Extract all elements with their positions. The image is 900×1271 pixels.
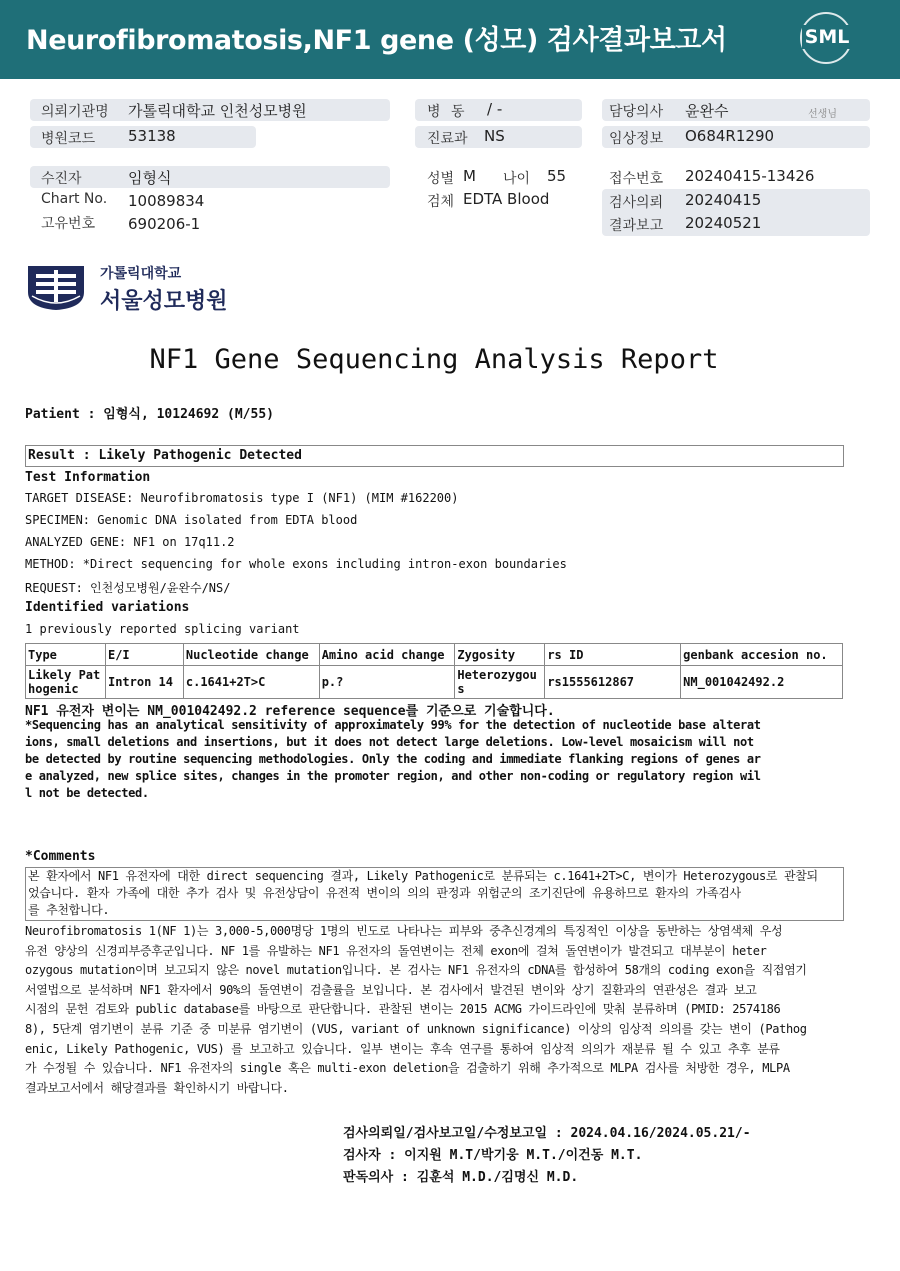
table-cell: Intron 14 [105,666,183,699]
method-line: METHOD: *Direct sequencing for whole exons including intron-exon boundaries [25,557,567,571]
request-line: REQUEST: 인천성모병원/윤완수/NS/ [25,581,231,595]
request-date-label: 검사의뢰 [609,195,664,211]
table-header-cell: Zygosity [455,644,545,666]
table-header-cell: E/I [105,644,183,666]
table-header-cell: Nucleotide change [183,644,319,666]
report-header-bar [0,0,900,79]
specimen-value: EDTA Blood [463,190,550,208]
result-date-label: 결과보고 [609,218,664,234]
catholic-university-emblem [24,262,88,312]
table-header-cell: Type [26,644,106,666]
ward-value: / - [487,100,503,118]
table-cell: NM_001042492.2 [681,666,843,699]
receipt-value: 20240415-13426 [685,167,815,185]
age-value: 55 [547,167,567,185]
analyzed-gene: ANALYZED GENE: NF1 on 17q11.2 [25,535,235,549]
report-title: NF1 Gene Sequencing Analysis Report [149,344,719,375]
dept-value: NS [484,127,505,145]
age-label: 나이 [503,171,531,187]
table-cell: Likely Pat hogenic [26,666,106,699]
chart-label: Chart No. [41,191,108,207]
patient-line: Patient : 임형식, 10124692 (M/55) [25,407,274,422]
comments-heading: *Comments [25,849,96,864]
patient-value: 임형식 [128,169,172,187]
institution-label: 의뢰기관명 [41,104,109,120]
clinical-label: 임상정보 [609,131,664,147]
variant-summary: 1 previously reported splicing variant [25,622,300,636]
table-cell: rs1555612867 [545,666,681,699]
receipt-label: 접수번호 [609,171,664,187]
result-date-value: 20240521 [685,214,762,232]
identified-heading: Identified variations [25,600,190,615]
request-date-value: 20240415 [685,191,762,209]
chart-value: 10089834 [128,192,205,210]
hospital-code-label: 병원코드 [41,131,96,147]
specimen-label: 검체 [427,194,455,210]
table-row [26,666,843,699]
doctor-suffix: 선생님 [808,109,837,120]
method-note: *Sequencing has an analytical sensitivity of approximately 99% for the detection of nucleotide base alterat ions, small deletions and insertions, but it does not detect large deletions. Low-level mosaicism will not be detected by routine sequencing methodologies. Only the coding and immediate flanking regions of genes ar e analyzed, new splice sites, changes in the promoter region, and other non-coding or regulatory region wil l not be detected. [25,718,761,800]
table-cell: Heterozygou s [455,666,545,699]
dept-label: 진료과 [427,131,468,147]
sml-logo-text: SML [802,25,852,49]
sex-label: 성별 [427,171,455,187]
clinical-value: O684R1290 [685,127,775,145]
sex-value: M [463,167,476,185]
doctor-value: 윤완수 [685,102,729,120]
ward-label: 병 동 [427,104,465,120]
comment-box-text: 본 환자에서 NF1 유전자에 대한 direct sequencing 결과, Likely Pathogenic로 분류되는 c.1641+2T>C, 변이가 Heterozygous로 관찰되 었습니다. 환자 가족에 대한 추가 검사 및 유전상담이 유전적 변이의 의의 판정과 위험군의 조기진단에 유용하므로 환자의 가족검사 를 추천합니다. [28,869,818,917]
comment-body: Neurofibromatosis 1(NF 1)는 3,000-5,000명당 1명의 빈도로 나타나는 피부와 중추신경계의 특징적인 이상을 동반하는 상염색체 우성 유전 양상의 신경피부증후군입니다. NF 1를 유발하는 NF1 유전자의 돌연변이는 전체 exon에 걸쳐 돌연변이가 발견되고 대부분이 heter ozygous mutation이며 보고되지 않은 novel mutation입니다. 본 검사는 NF1 유전자의 cDNA를 합성하여 58개의 coding exon을 직접염기 서열법으로 분석하며 NF1 환자에서 90%의 돌연변이 검출률을 보입니다. 본 검사에서 발견된 변이와 상기 질환과의 연관성은 결과 보고 시점의 문헌 검토와 public database를 바탕으로 판단합니다. 관찰된 변이는 2015 ACMG 가이드라인에 맞춰 분류하며 (PMID: 2574186 8), 5단계 염기변이 분류 기준 중 미분류 염기변이 (VUS, variant of unknown significance) 이상의 임상적 의의를 갖는 변이 (Pathog enic, Likely Pathogenic, VUS) 를 보고하고 있습니다. 일부 변이는 후속 연구를 통하여 임상적 의의가 재분류 될 수 있고 추후 분류 가 수정될 수 있습니다. NF1 유전자의 single 혹은 multi-exon deletion을 검출하기 위해 추가적으로 MLPA 검사를 처방한 경우, MLPA 결과보고서에서 해당결과를 확인하시기 바랍니다. [25,924,807,1095]
target-disease: TARGET DISEASE: Neurofibromatosis type I (NF1) (MIM #162200) [25,491,459,505]
sign-testers: 검사자 : 이지원 M.T/박기웅 M.T./이건동 M.T. [343,1148,643,1163]
institution-value: 가톨릭대학교 인천성모병원 [128,102,307,120]
sign-dates: 검사의뢰일/검사보고일/수정보고일 : 2024.04.16/2024.05.21/- [343,1126,751,1141]
report-header-title: Neurofibromatosis,NF1 gene (성모) 검사결과보고서 [26,25,727,56]
table-header-cell: genbank accesion no. [681,644,843,666]
table-header-cell: rs ID [545,644,681,666]
sign-doctors: 판독의사 : 김훈석 M.D./김명신 M.D. [343,1170,579,1185]
hospital-name-small: 가톨릭대학교 [100,266,182,282]
table-header-cell: Amino acid change [319,644,455,666]
reference-note: NF1 유전자 변이는 NM_001042492.2 reference sequence를 기준으로 기술합니다. [25,704,555,719]
unique-label: 고유번호 [41,216,96,232]
unique-value: 690206-1 [128,215,201,233]
result-line: Result : Likely Pathogenic Detected [28,448,302,463]
hospital-code-value: 53138 [128,127,176,145]
sml-logo [800,12,852,64]
table-cell: c.1641+2T>C [183,666,319,699]
patient-label: 수진자 [41,171,82,187]
variant-table-header-row [26,644,843,666]
patient-row-bg [30,166,390,188]
doctor-label: 담당의사 [609,104,664,120]
variant-table [25,643,843,699]
test-info-heading: Test Information [25,470,151,485]
hospital-name-large: 서울성모병원 [100,289,228,314]
table-cell: p.? [319,666,455,699]
specimen-line: SPECIMEN: Genomic DNA isolated from EDTA blood [25,513,358,527]
